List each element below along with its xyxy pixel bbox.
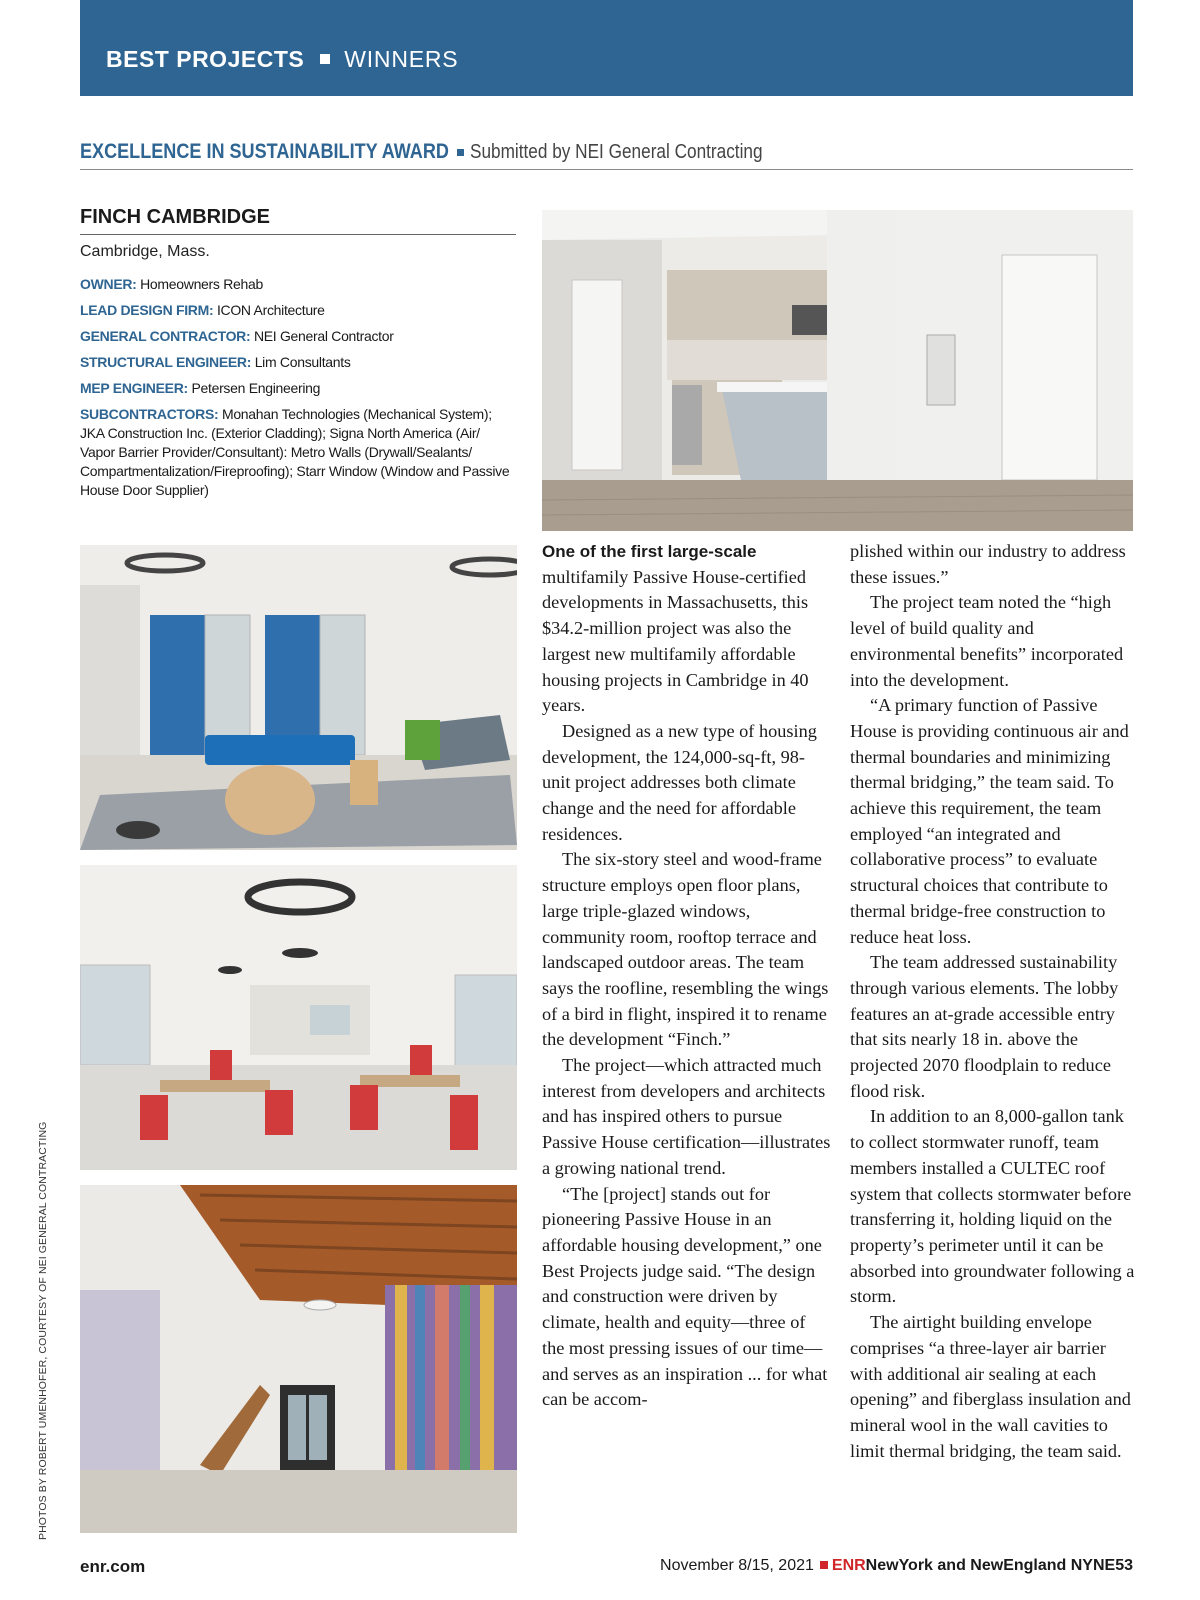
section-label: BEST PROJECTS [106, 46, 305, 72]
article-paragraph: The airtight building envelope comprises “a three-layer air barrier with additional air sealing at each opening” and fiberglass insulation and mineral wool in the wall cavities to limit thermal bridging, the team said. [850, 1312, 1131, 1461]
project-name: FINCH CAMBRIDGE [80, 206, 516, 235]
credit-value: Monahan Technologies (Mechanical System); JKA Construction Inc. (Exterior Cladding); Signa North America (Air/ Vapor Barrier Provider/Consultant): Metro Walls (Drywall/Sealants/ Compartmentalization/Fireproofing); Starr Window (Window and Passive House Door Supplier) [80, 406, 510, 498]
footer-issue [660, 1557, 1133, 1575]
credit-label: GENERAL CONTRACTOR: [80, 328, 251, 344]
article-paragraph [542, 539, 832, 719]
award-line [80, 140, 1133, 170]
square-bullet-icon [320, 54, 330, 64]
credit-label: STRUCTURAL ENGINEER: [80, 354, 252, 370]
credit-label: MEP ENGINEER: [80, 380, 188, 396]
dining-illustration [80, 865, 517, 1170]
footer-date: November 8/15, 2021 [660, 1557, 814, 1574]
section-header-text [106, 46, 458, 73]
footer-page-number: NYNE53 [1070, 1557, 1133, 1574]
credit-subcontractors [80, 405, 516, 500]
photo-community-dining-room [80, 865, 517, 1170]
article-paragraph: plished within our industry to address these issues.” [850, 541, 1126, 587]
square-bullet-icon [457, 149, 464, 156]
award-submitted-by: Submitted by NEI General Contracting [469, 141, 763, 163]
credit-value: Petersen Engineering [191, 380, 321, 396]
article-column-2 [850, 539, 1140, 1464]
credit-value: NEI General Contractor [253, 328, 394, 344]
kitchen-illustration [542, 210, 1133, 531]
project-credits [80, 275, 516, 500]
project-info [80, 206, 516, 507]
award-title: EXCELLENCE IN SUSTAINABILITY AWARD [80, 140, 449, 163]
footer-site: enr.com [80, 1557, 146, 1576]
article-paragraph: The project—which attracted much interest from developers and architects and has inspired others to pursue Passive House certification—illustrates a growing national trend. [542, 1055, 831, 1178]
credit-general-contractor [80, 327, 516, 346]
article-column-1 [542, 539, 832, 1413]
subsection-label: WINNERS [344, 46, 459, 72]
credit-label: OWNER: [80, 276, 137, 292]
article-paragraph: The project team noted the “high level of build quality and environmental benefits” incorporated into the development. [850, 592, 1124, 690]
footer-brand: ENR [831, 1557, 866, 1574]
credit-lead-design-firm [80, 301, 516, 320]
article-lede: One of the first large-scale [542, 542, 757, 561]
credit-structural-engineer [80, 353, 516, 372]
article-text: multifamily Passive House-certified developments in Massachusetts, this $34.2-million project was also the largest new multifamily affordable housing projects in Cambridge in 40 years. [542, 566, 809, 716]
article-paragraph: “The [project] stands out for pioneering Passive House in an affordable housing development,” one Best Projects judge said. “The design and construction were driven by climate, health and equity—three of the most pressing issues of our time—and serves as an inspiration ... for what can be accom- [542, 1183, 828, 1410]
article-paragraph: The team addressed sustainability through various elements. The lobby features an at-grade accessible entry that sits nearly 18 in. above the projected 2070 floodplain to reduce flood risk. [850, 952, 1119, 1101]
article-paragraph: Designed as a new type of housing development, the 124,000-sq-ft, 98-unit project addresses both climate change and the need for affordable residences. [542, 720, 817, 844]
article-paragraph: In addition to an 8,000-gallon tank to collect stormwater runoff, team members installed a CULTEC roof system that collects stormwater before transferring it, holding liquid on the property’s perimeter until it can be absorbed into groundwater following a storm. [850, 1106, 1135, 1307]
section-header-bar [80, 0, 1133, 96]
lounge-illustration [80, 545, 517, 850]
credit-value: Homeowners Rehab [140, 276, 263, 292]
photo-credit: PHOTOS BY ROBERT UMENHOFER, COURTESY OF NEI GENERAL CONTRACTING [37, 1121, 49, 1540]
credit-value: Lim Consultants [254, 354, 351, 370]
credit-label: SUBCONTRACTORS: [80, 406, 219, 422]
photo-apartment-kitchen [542, 210, 1133, 531]
square-bullet-icon [820, 1561, 828, 1569]
project-location: Cambridge, Mass. [80, 243, 210, 260]
credit-label: LEAD DESIGN FIRM: [80, 302, 214, 318]
article-paragraph: “A primary function of Passive House is providing continuous air and thermal boundaries and minimizing thermal bridging,” the team said. To achieve this requirement, the team employed “an integrated and collaborative process” to evaluate structural choices that contribute to thermal bridge-free construction to reduce heat loss. [850, 695, 1129, 947]
credit-value: ICON Architecture [216, 302, 325, 318]
article-paragraph: The six-story steel and wood-frame structure employs open floor plans, large triple-glazed windows, community room, rooftop terrace and landscaped outdoor areas. The team says the roofline, resembling the wings of a bird in flight, inspired it to rename the development “Finch.” [542, 849, 829, 1050]
footer-region: NewYork and NewEngland [865, 1557, 1067, 1574]
credit-owner [80, 275, 516, 294]
credit-mep-engineer [80, 379, 516, 398]
photo-lobby-stairs [80, 1185, 517, 1533]
lobby-illustration [80, 1185, 517, 1533]
photo-community-lounge [80, 545, 517, 850]
